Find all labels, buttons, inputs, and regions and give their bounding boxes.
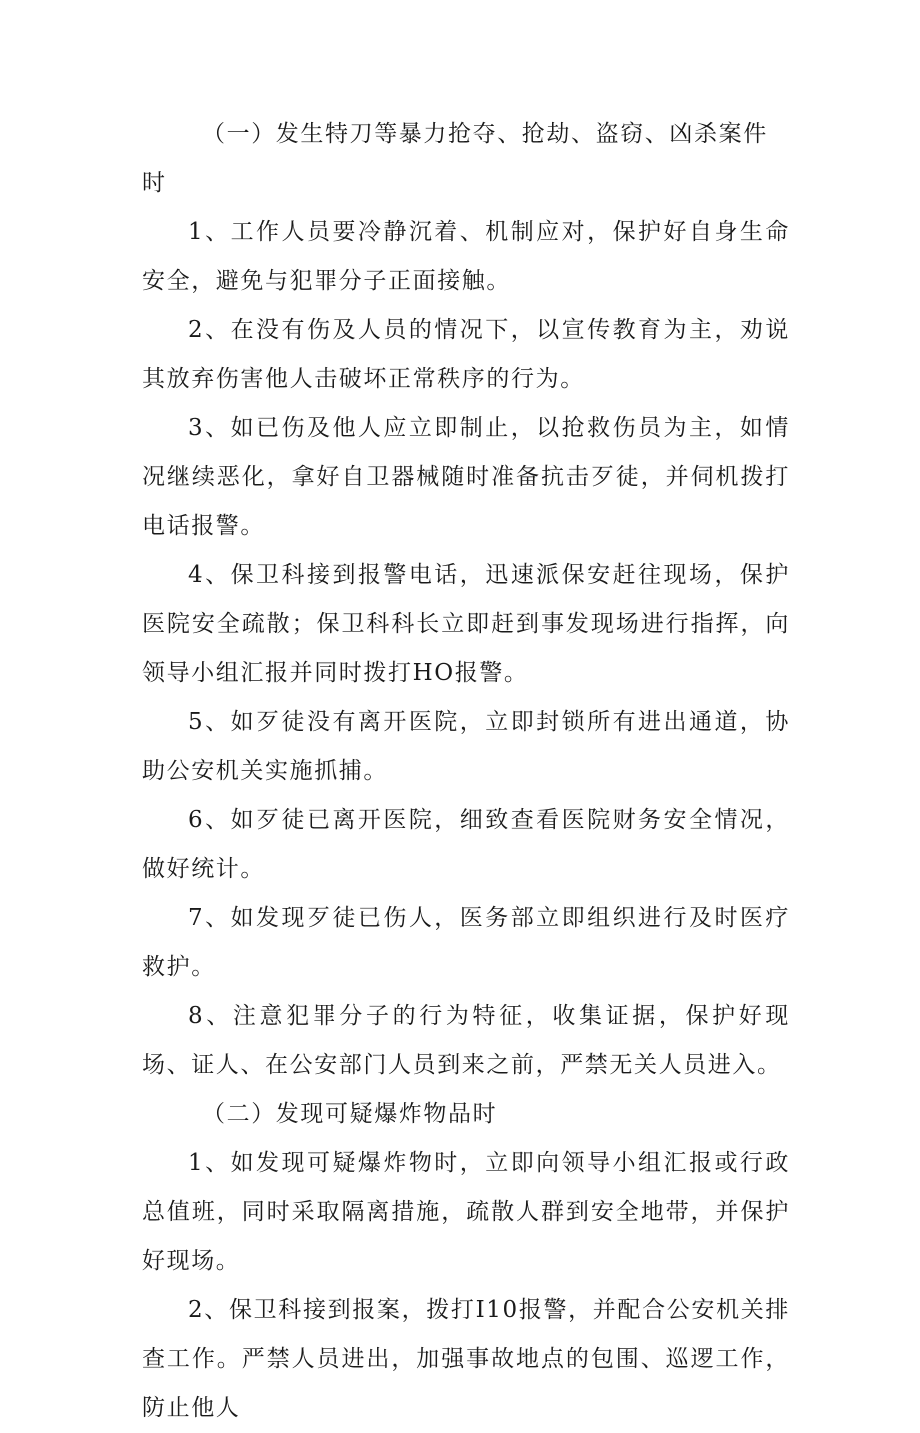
section-1-item-1: 1、工作人员要冷静沉着、机制应对，保护好自身生命安全，避免与犯罪分子正面接触。: [142, 219, 790, 294]
section-1-heading: （一）发生特刀等暴力抢夺、抢劫、盗窃、凶杀案件时: [142, 121, 768, 196]
section-1-item-3: 3、如已伤及他人应立即制止，以抢救伤员为主，如情况继续恶化，拿好自卫器械随时准备抗击歹徒，并伺机拨打电话报警。: [142, 415, 790, 539]
section-2-item-2: 2、保卫科接到报案，拨打I10报警，并配合公安机关排查工作。严禁人员进出，加强事故地点的包围、巡逻工作，防止他人: [142, 1297, 790, 1421]
section-1-item-5: 5、如歹徒没有离开医院，立即封锁所有进出通道，协助公安机关实施抓捕。: [142, 709, 790, 784]
section-1-item-8: 8、注意犯罪分子的行为特征，收集证据，保护好现场、证人、在公安部门人员到来之前，严禁无关人员进入。: [142, 1003, 790, 1078]
document-body: [142, 110, 790, 1433]
section-1-item-2: 2、在没有伤及人员的情况下，以宣传教育为主，劝说其放弃伤害他人击破坏正常秩序的行为。: [142, 317, 790, 392]
section-2-heading: （二）发现可疑爆炸物品时: [202, 1101, 498, 1127]
section-1-item-4: 4、保卫科接到报警电话，迅速派保安赶往现场，保护医院安全疏散；保卫科科长立即赶到事发现场进行指挥，向领导小组汇报并同时拨打HO报警。: [142, 562, 790, 686]
section-1-item-7: 7、如发现歹徒已伤人，医务部立即组织进行及时医疗救护。: [142, 905, 790, 980]
section-1-item-6: 6、如歹徒已离开医院，细致查看医院财务安全情况，做好统计。: [142, 807, 790, 882]
section-2-item-1: 1、如发现可疑爆炸物时，立即向领导小组汇报或行政总值班，同时采取隔离措施，疏散人群到安全地带，并保护好现场。: [142, 1150, 790, 1274]
